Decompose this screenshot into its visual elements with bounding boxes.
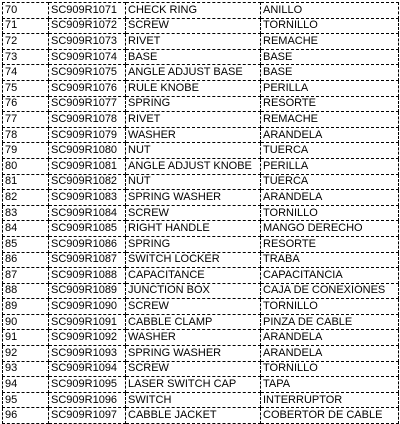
part-code-cell: SC909R1073 <box>49 34 126 50</box>
part-code-cell: SC909R1083 <box>49 190 126 206</box>
description-en-cell: WASHER <box>126 330 261 346</box>
description-en-cell: RIGHT HANDLE <box>126 221 261 237</box>
table-row <box>3 143 399 159</box>
description-en-cell: RIVET <box>126 112 261 128</box>
part-code-cell: SC909R1084 <box>49 205 126 221</box>
part-code-cell: SC909R1096 <box>49 392 126 408</box>
parts-table <box>2 2 399 424</box>
description-en-cell: WASHER <box>126 127 261 143</box>
item-number-cell: 72 <box>3 34 49 50</box>
description-es-cell: MANGO DERECHO <box>261 221 399 237</box>
description-es-cell: REMACHE <box>261 112 399 128</box>
table-row <box>3 330 399 346</box>
item-number-cell: 78 <box>3 127 49 143</box>
table-row <box>3 112 399 128</box>
part-code-cell: SC909R1092 <box>49 330 126 346</box>
description-es-cell: TUERCA <box>261 174 399 190</box>
part-code-cell: SC909R1074 <box>49 49 126 65</box>
item-number-cell: 79 <box>3 143 49 159</box>
item-number-cell: 94 <box>3 377 49 393</box>
table-row <box>3 18 399 34</box>
table-row <box>3 34 399 50</box>
item-number-cell: 87 <box>3 268 49 284</box>
part-code-cell: SC909R1091 <box>49 314 126 330</box>
part-code-cell: SC909R1072 <box>49 18 126 34</box>
item-number-cell: 90 <box>3 314 49 330</box>
table-row <box>3 252 399 268</box>
table-row <box>3 283 399 299</box>
part-code-cell: SC909R1075 <box>49 65 126 81</box>
description-es-cell: TUERCA <box>261 143 399 159</box>
description-en-cell: RULE KNOBE <box>126 80 261 96</box>
description-en-cell: BASE <box>126 49 261 65</box>
table-row <box>3 127 399 143</box>
part-code-cell: SC909R1090 <box>49 299 126 315</box>
description-es-cell: PERILLA <box>261 158 399 174</box>
item-number-cell: 77 <box>3 112 49 128</box>
part-code-cell: SC909R1093 <box>49 346 126 362</box>
item-number-cell: 73 <box>3 49 49 65</box>
item-number-cell: 76 <box>3 96 49 112</box>
part-code-cell: SC909R1076 <box>49 80 126 96</box>
part-code-cell: SC909R1079 <box>49 127 126 143</box>
table-row <box>3 205 399 221</box>
description-es-cell: COBERTOR DE CABLE <box>261 408 399 424</box>
part-code-cell: SC909R1094 <box>49 361 126 377</box>
item-number-cell: 80 <box>3 158 49 174</box>
part-code-cell: SC909R1081 <box>49 158 126 174</box>
description-es-cell: ARANDELA <box>261 190 399 206</box>
description-en-cell: CABBLE CLAMP <box>126 314 261 330</box>
description-en-cell: CABBLE JACKET <box>126 408 261 424</box>
description-es-cell: REMACHE <box>261 34 399 50</box>
table-row <box>3 408 399 424</box>
table-row <box>3 49 399 65</box>
description-en-cell: CAPACITANCE <box>126 268 261 284</box>
item-number-cell: 93 <box>3 361 49 377</box>
description-es-cell: PINZA DE CABLE <box>261 314 399 330</box>
item-number-cell: 74 <box>3 65 49 81</box>
parts-table-body <box>3 3 399 424</box>
description-en-cell: SPRING WASHER <box>126 346 261 362</box>
description-en-cell: SPRING <box>126 236 261 252</box>
item-number-cell: 88 <box>3 283 49 299</box>
part-code-cell: SC909R1088 <box>49 268 126 284</box>
description-en-cell: SWITCH <box>126 392 261 408</box>
description-en-cell: RIVET <box>126 34 261 50</box>
part-code-cell: SC909R1085 <box>49 221 126 237</box>
table-row <box>3 377 399 393</box>
description-es-cell: TORNILLO <box>261 299 399 315</box>
description-es-cell: INTERRUPTOR <box>261 392 399 408</box>
item-number-cell: 86 <box>3 252 49 268</box>
table-row <box>3 268 399 284</box>
item-number-cell: 92 <box>3 346 49 362</box>
description-es-cell: ARANDELA <box>261 346 399 362</box>
item-number-cell: 91 <box>3 330 49 346</box>
description-en-cell: NUT <box>126 174 261 190</box>
table-row <box>3 236 399 252</box>
part-code-cell: SC909R1095 <box>49 377 126 393</box>
item-number-cell: 95 <box>3 392 49 408</box>
item-number-cell: 83 <box>3 205 49 221</box>
description-es-cell: CAPACITANCIA <box>261 268 399 284</box>
item-number-cell: 70 <box>3 3 49 19</box>
description-en-cell: ANGLE ADJUST BASE <box>126 65 261 81</box>
table-row <box>3 65 399 81</box>
description-es-cell: ARANDELA <box>261 127 399 143</box>
description-en-cell: SPRING <box>126 96 261 112</box>
part-code-cell: SC909R1077 <box>49 96 126 112</box>
description-es-cell: TORNILLO <box>261 205 399 221</box>
description-en-cell: SPRING WASHER <box>126 190 261 206</box>
part-code-cell: SC909R1071 <box>49 3 126 19</box>
item-number-cell: 75 <box>3 80 49 96</box>
description-en-cell: SCREW <box>126 18 261 34</box>
item-number-cell: 96 <box>3 408 49 424</box>
table-row <box>3 392 399 408</box>
description-en-cell: SCREW <box>126 205 261 221</box>
item-number-cell: 82 <box>3 190 49 206</box>
description-en-cell: JUNCTION BOX <box>126 283 261 299</box>
description-es-cell: PERILLA <box>261 80 399 96</box>
table-row <box>3 3 399 19</box>
table-row <box>3 80 399 96</box>
part-code-cell: SC909R1080 <box>49 143 126 159</box>
description-es-cell: TRABA <box>261 252 399 268</box>
part-code-cell: SC909R1089 <box>49 283 126 299</box>
table-row <box>3 221 399 237</box>
description-en-cell: NUT <box>126 143 261 159</box>
description-en-cell: CHECK RING <box>126 3 261 19</box>
description-es-cell: ANILLO <box>261 3 399 19</box>
part-code-cell: SC909R1087 <box>49 252 126 268</box>
table-row <box>3 158 399 174</box>
description-es-cell: ARANDELA <box>261 330 399 346</box>
item-number-cell: 85 <box>3 236 49 252</box>
part-code-cell: SC909R1097 <box>49 408 126 424</box>
table-row <box>3 174 399 190</box>
item-number-cell: 89 <box>3 299 49 315</box>
table-row <box>3 314 399 330</box>
description-es-cell: BASE <box>261 65 399 81</box>
description-en-cell: LASER SWITCH CAP <box>126 377 261 393</box>
table-row <box>3 299 399 315</box>
item-number-cell: 71 <box>3 18 49 34</box>
description-en-cell: SWITCH LOCKER <box>126 252 261 268</box>
table-row <box>3 361 399 377</box>
description-es-cell: TAPA <box>261 377 399 393</box>
table-row <box>3 346 399 362</box>
description-es-cell: RESORTE <box>261 96 399 112</box>
item-number-cell: 84 <box>3 221 49 237</box>
description-en-cell: ANGLE ADJUST KNOBE <box>126 158 261 174</box>
table-row <box>3 96 399 112</box>
item-number-cell: 81 <box>3 174 49 190</box>
description-en-cell: SCREW <box>126 299 261 315</box>
part-code-cell: SC909R1078 <box>49 112 126 128</box>
description-es-cell: TORNILLO <box>261 18 399 34</box>
part-code-cell: SC909R1082 <box>49 174 126 190</box>
description-es-cell: TORNILLO <box>261 361 399 377</box>
description-es-cell: BASE <box>261 49 399 65</box>
description-en-cell: SCREW <box>126 361 261 377</box>
part-code-cell: SC909R1086 <box>49 236 126 252</box>
description-es-cell: CAJA DE CONEXIONES <box>261 283 399 299</box>
table-row <box>3 190 399 206</box>
description-es-cell: RESORTE <box>261 236 399 252</box>
